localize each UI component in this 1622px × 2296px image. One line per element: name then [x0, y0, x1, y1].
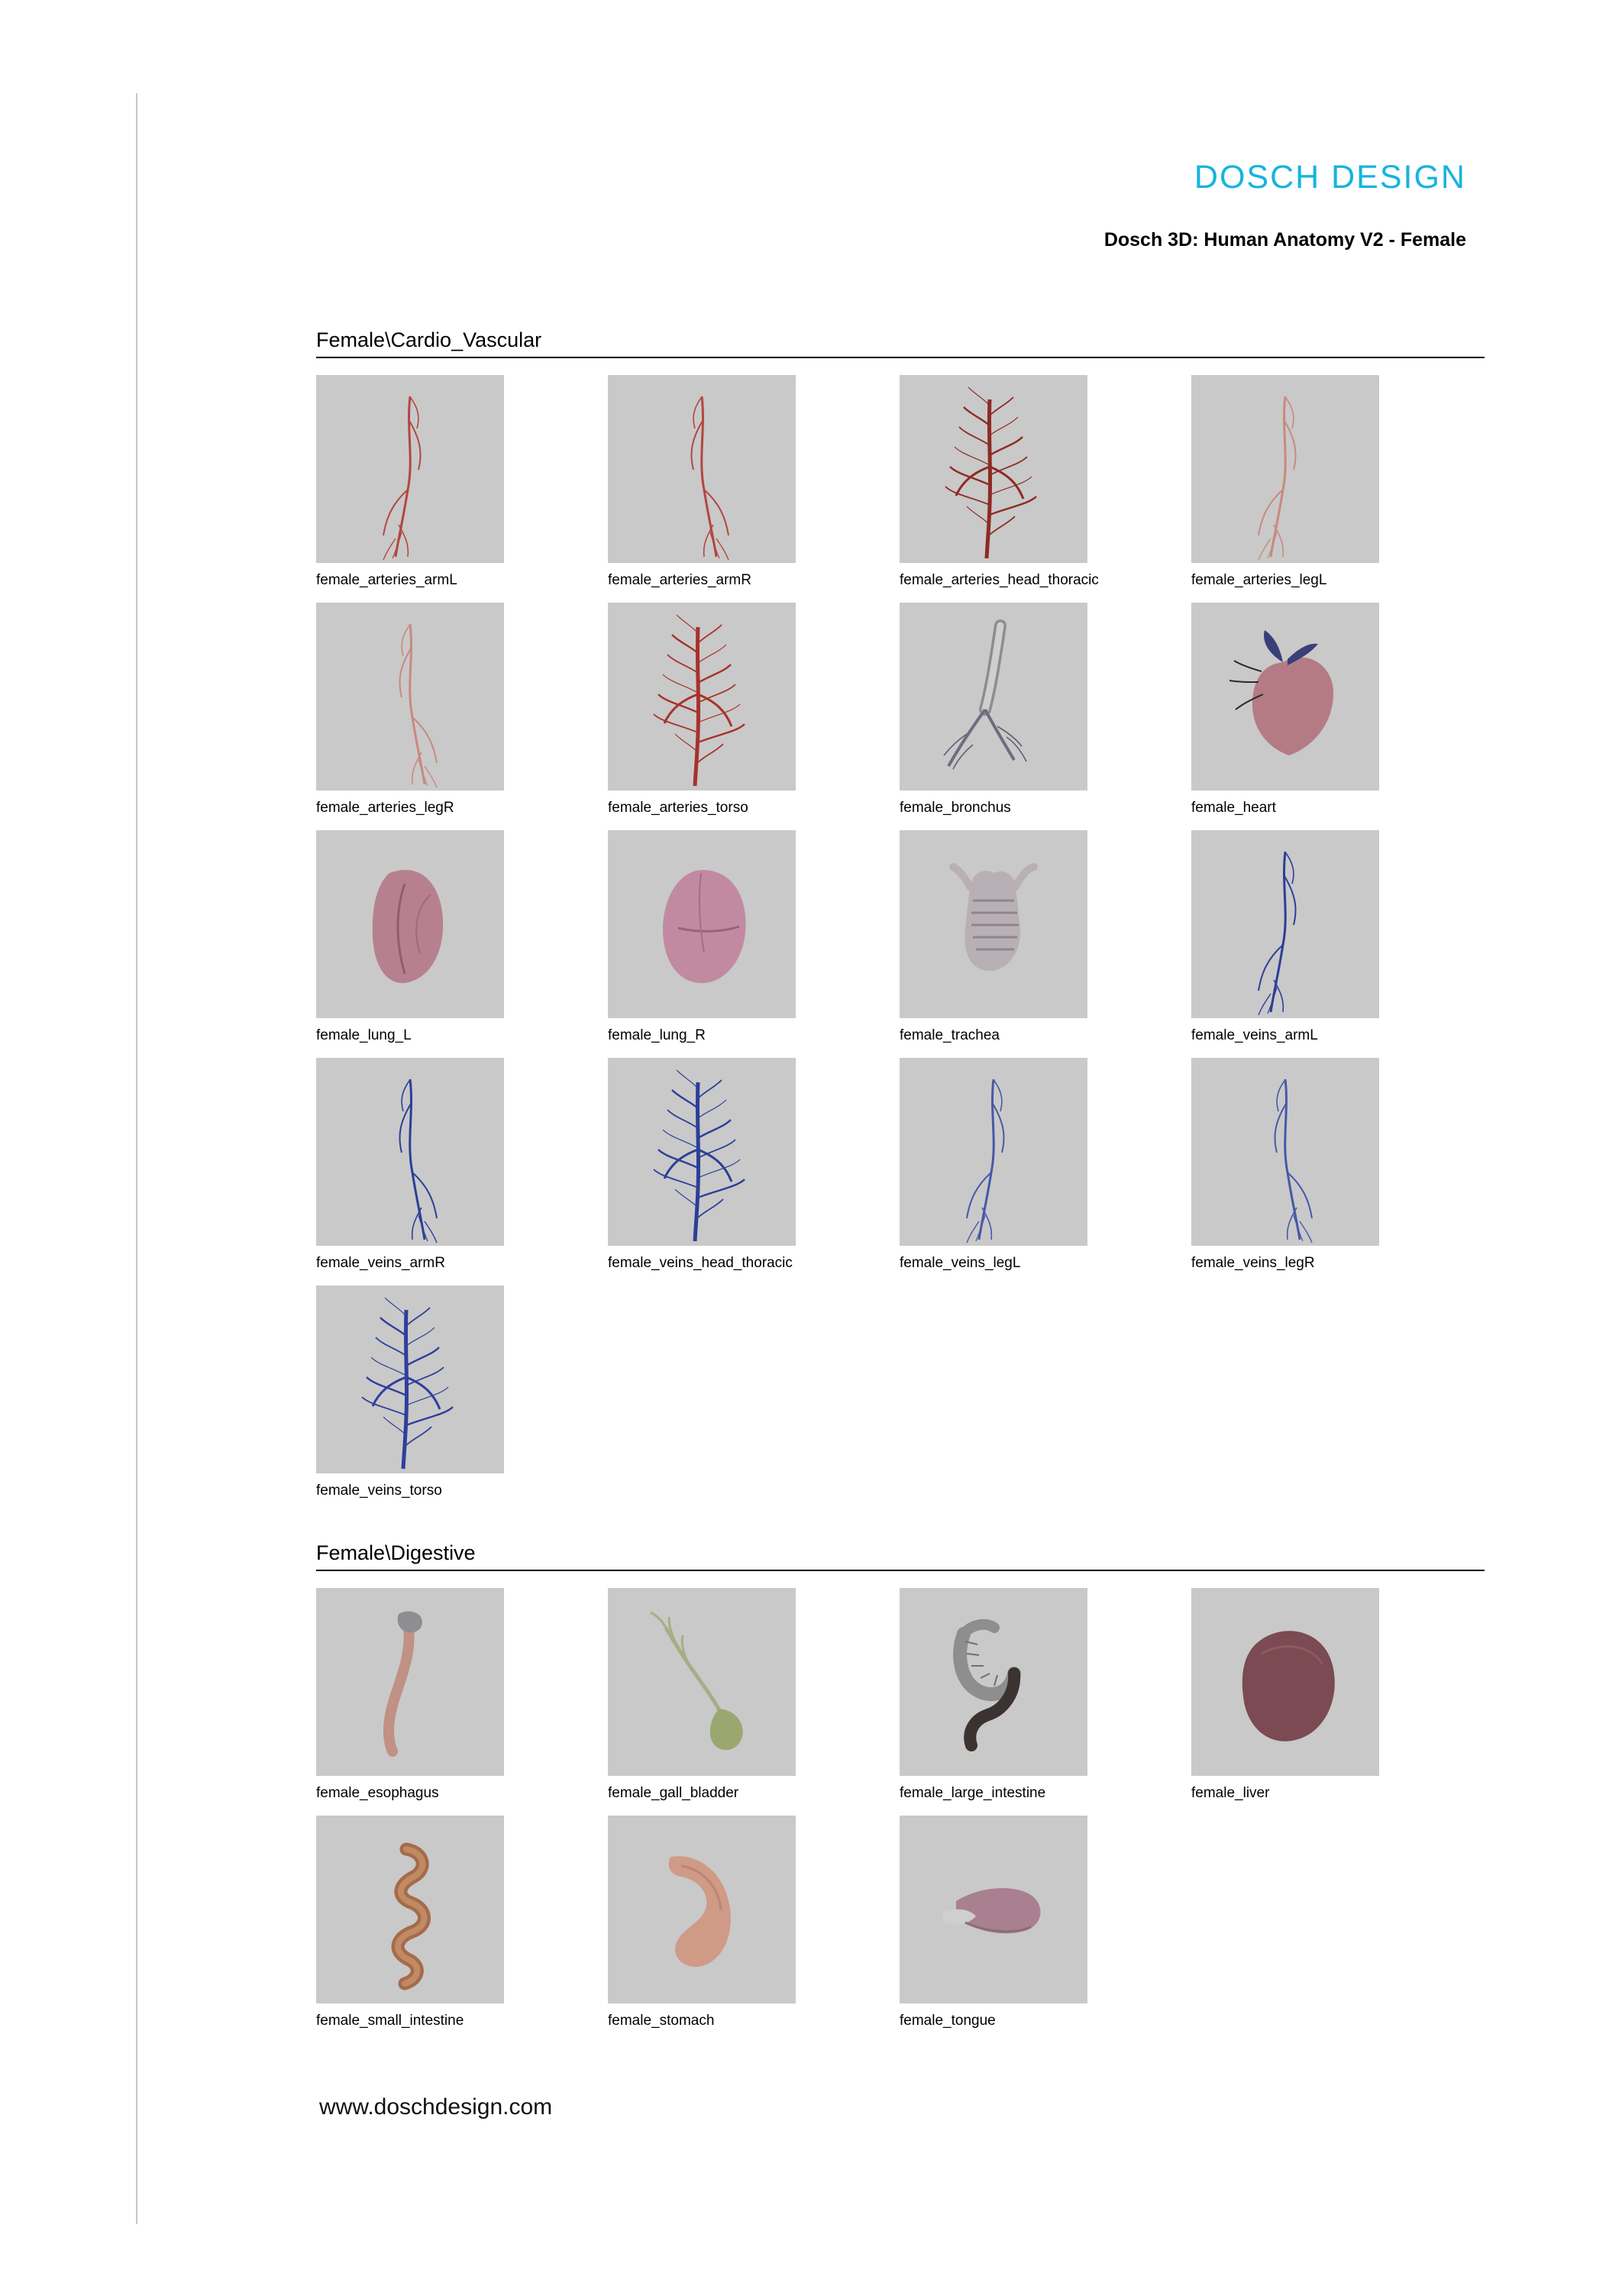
section-title: Female\Digestive — [316, 1541, 1485, 1571]
model-preview-image[interactable] — [900, 603, 1087, 791]
thumbnail-cell[interactable] — [316, 1285, 608, 1499]
model-preview-image[interactable] — [316, 1588, 504, 1776]
model-preview-image[interactable] — [316, 1285, 504, 1473]
model-preview-image[interactable] — [608, 1588, 796, 1776]
model-caption: female_lung_L — [316, 1027, 412, 1043]
model-caption: female_gall_bladder — [608, 1785, 739, 1801]
model-caption: female_trachea — [900, 1027, 1000, 1043]
model-preview-image[interactable] — [608, 603, 796, 791]
model-caption: female_tongue — [900, 2013, 996, 2029]
thumbnail-cell[interactable] — [900, 1816, 1191, 2029]
model-caption: female_lung_R — [608, 1027, 706, 1043]
model-caption: female_esophagus — [316, 1785, 439, 1801]
page-content — [136, 0, 1556, 2296]
thumbnail-cell[interactable] — [1191, 603, 1483, 817]
model-caption: female_arteries_head_thoracic — [900, 572, 1099, 588]
model-caption: female_liver — [1191, 1785, 1270, 1801]
model-preview-image[interactable] — [316, 603, 504, 791]
model-preview-image[interactable] — [900, 830, 1087, 1018]
thumbnail-cell[interactable] — [1191, 830, 1483, 1044]
model-preview-image[interactable] — [1191, 603, 1379, 791]
model-preview-image[interactable] — [1191, 375, 1379, 563]
model-caption: female_arteries_torso — [608, 800, 748, 816]
thumbnail-cell[interactable] — [608, 1058, 900, 1272]
model-preview-image[interactable] — [1191, 1588, 1379, 1776]
model-caption: female_large_intestine — [900, 1785, 1046, 1801]
model-preview-image[interactable] — [608, 375, 796, 563]
model-preview-image[interactable] — [316, 830, 504, 1018]
thumbnail-cell[interactable] — [900, 1058, 1191, 1272]
model-caption: female_stomach — [608, 2013, 715, 2029]
model-caption: female_veins_armR — [316, 1255, 445, 1271]
thumbnail-cell[interactable] — [1191, 375, 1483, 589]
thumbnail-cell[interactable] — [316, 1058, 608, 1272]
thumbnail-cell[interactable] — [608, 375, 900, 589]
model-caption: female_veins_legR — [1191, 1255, 1315, 1271]
model-preview-image[interactable] — [316, 1058, 504, 1246]
thumbnail-cell[interactable] — [1191, 1058, 1483, 1272]
model-caption: female_arteries_armL — [316, 572, 457, 588]
model-caption: female_bronchus — [900, 800, 1011, 816]
thumbnail-grid — [316, 1588, 1517, 2043]
model-caption: female_veins_armL — [1191, 1027, 1318, 1043]
thumbnail-cell[interactable] — [900, 603, 1191, 817]
section-cardio-vascular — [316, 328, 1517, 1513]
thumbnail-grid — [316, 375, 1517, 1513]
model-caption: female_arteries_legL — [1191, 572, 1327, 588]
model-caption: female_arteries_legR — [316, 800, 454, 816]
model-caption: female_veins_head_thoracic — [608, 1255, 793, 1271]
thumbnail-cell[interactable] — [608, 603, 900, 817]
footer-website[interactable]: www.doschdesign.com — [319, 2094, 553, 2120]
thumbnail-cell[interactable] — [1191, 1588, 1483, 1802]
thumbnail-cell[interactable] — [316, 603, 608, 817]
model-preview-image[interactable] — [608, 1816, 796, 2003]
section-digestive — [316, 1541, 1517, 2043]
model-preview-image[interactable] — [900, 1588, 1087, 1776]
model-preview-image[interactable] — [900, 1816, 1087, 2003]
thumbnail-cell[interactable] — [608, 1588, 900, 1802]
model-caption: female_veins_legL — [900, 1255, 1021, 1271]
page-title: Dosch 3D: Human Anatomy V2 - Female — [1103, 229, 1466, 251]
thumbnail-cell[interactable] — [316, 1588, 608, 1802]
model-caption: female_heart — [1191, 800, 1276, 816]
brand-logo: DOSCH DESIGN — [1194, 159, 1466, 196]
model-preview-image[interactable] — [608, 830, 796, 1018]
thumbnail-cell[interactable] — [608, 1816, 900, 2029]
model-caption: female_small_intestine — [316, 2013, 464, 2029]
model-preview-image[interactable] — [900, 375, 1087, 563]
model-preview-image[interactable] — [900, 1058, 1087, 1246]
model-caption: female_arteries_armR — [608, 572, 751, 588]
thumbnail-cell[interactable] — [608, 830, 900, 1044]
thumbnail-cell[interactable] — [316, 830, 608, 1044]
model-caption: female_veins_torso — [316, 1483, 442, 1499]
model-preview-image[interactable] — [1191, 1058, 1379, 1246]
model-preview-image[interactable] — [316, 1816, 504, 2003]
thumbnail-cell[interactable] — [316, 1816, 608, 2029]
model-preview-image[interactable] — [1191, 830, 1379, 1018]
thumbnail-cell[interactable] — [900, 1588, 1191, 1802]
thumbnail-cell[interactable] — [900, 375, 1191, 589]
model-preview-image[interactable] — [608, 1058, 796, 1246]
thumbnail-cell[interactable] — [316, 375, 608, 589]
model-preview-image[interactable] — [316, 375, 504, 563]
section-title: Female\Cardio_Vascular — [316, 328, 1485, 358]
thumbnail-cell[interactable] — [900, 830, 1191, 1044]
